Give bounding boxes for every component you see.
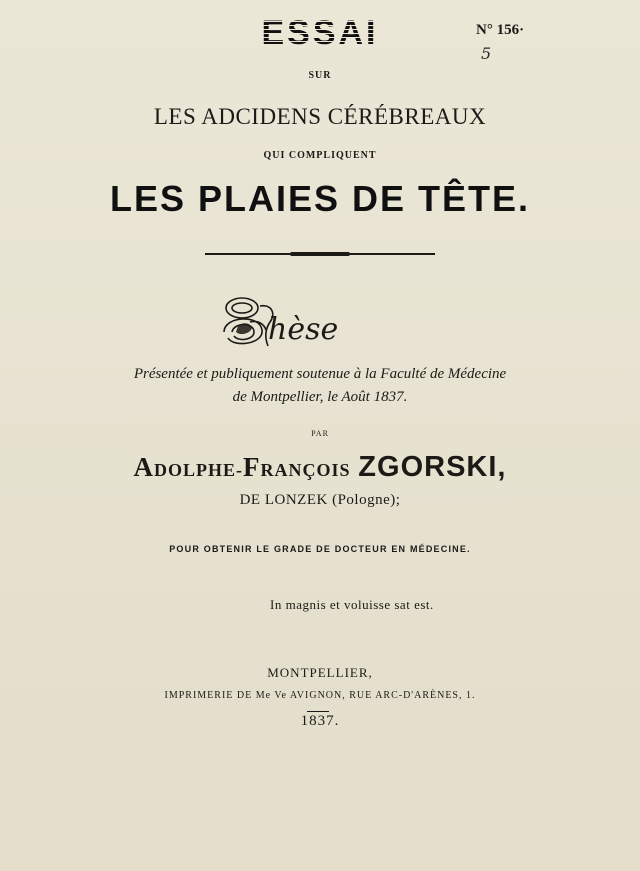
- essai-heading: ESSAI: [261, 14, 379, 52]
- author-second-initial: F: [243, 452, 261, 482]
- qui-compliquent-label: QUI COMPLIQUENT: [263, 150, 377, 161]
- motto: In magnis et voluisse sat est.: [270, 597, 434, 612]
- handwritten-mark: 5: [481, 44, 492, 63]
- author-second-rest: RANÇOIS: [260, 460, 351, 480]
- author-surname: ZGORSKI,: [358, 451, 507, 483]
- these-word: hèse: [268, 312, 339, 347]
- author-first-rest: DOLPHE-: [154, 460, 244, 480]
- catalog-number: N° 156·: [476, 22, 525, 38]
- author-origin: DE LONZEK (Pologne);: [239, 492, 401, 508]
- imprint-year: 1837.: [300, 713, 340, 729]
- main-title: LES ADCIDENS CÉRÉBREAUX: [153, 104, 487, 129]
- author-first-initial: A: [133, 452, 155, 482]
- ornamental-rule: [205, 253, 435, 255]
- presentation-line-1: Présentée et publiquement soutenue à la Faculté de Médecine: [133, 366, 507, 382]
- imprint-dash: [307, 711, 329, 712]
- imprint-printer: IMPRIMERIE DE Me Ve AVIGNON, RUE ARC-D'ARÈNES, 1.: [164, 690, 476, 701]
- degree-line: POUR OBTENIR LE GRADE DE DOCTEUR EN MÉDECINE.: [169, 544, 471, 554]
- author-name: [0, 451, 640, 484]
- presentation-line-2: de Montpellier, le Août 1837.: [232, 389, 408, 405]
- par-label: PAR: [311, 429, 329, 438]
- imprint-city: MONTPELLIER,: [267, 665, 373, 680]
- sur-label: SUR: [308, 70, 332, 81]
- subject-title: LES PLAIES DE TÊTE.: [109, 178, 531, 219]
